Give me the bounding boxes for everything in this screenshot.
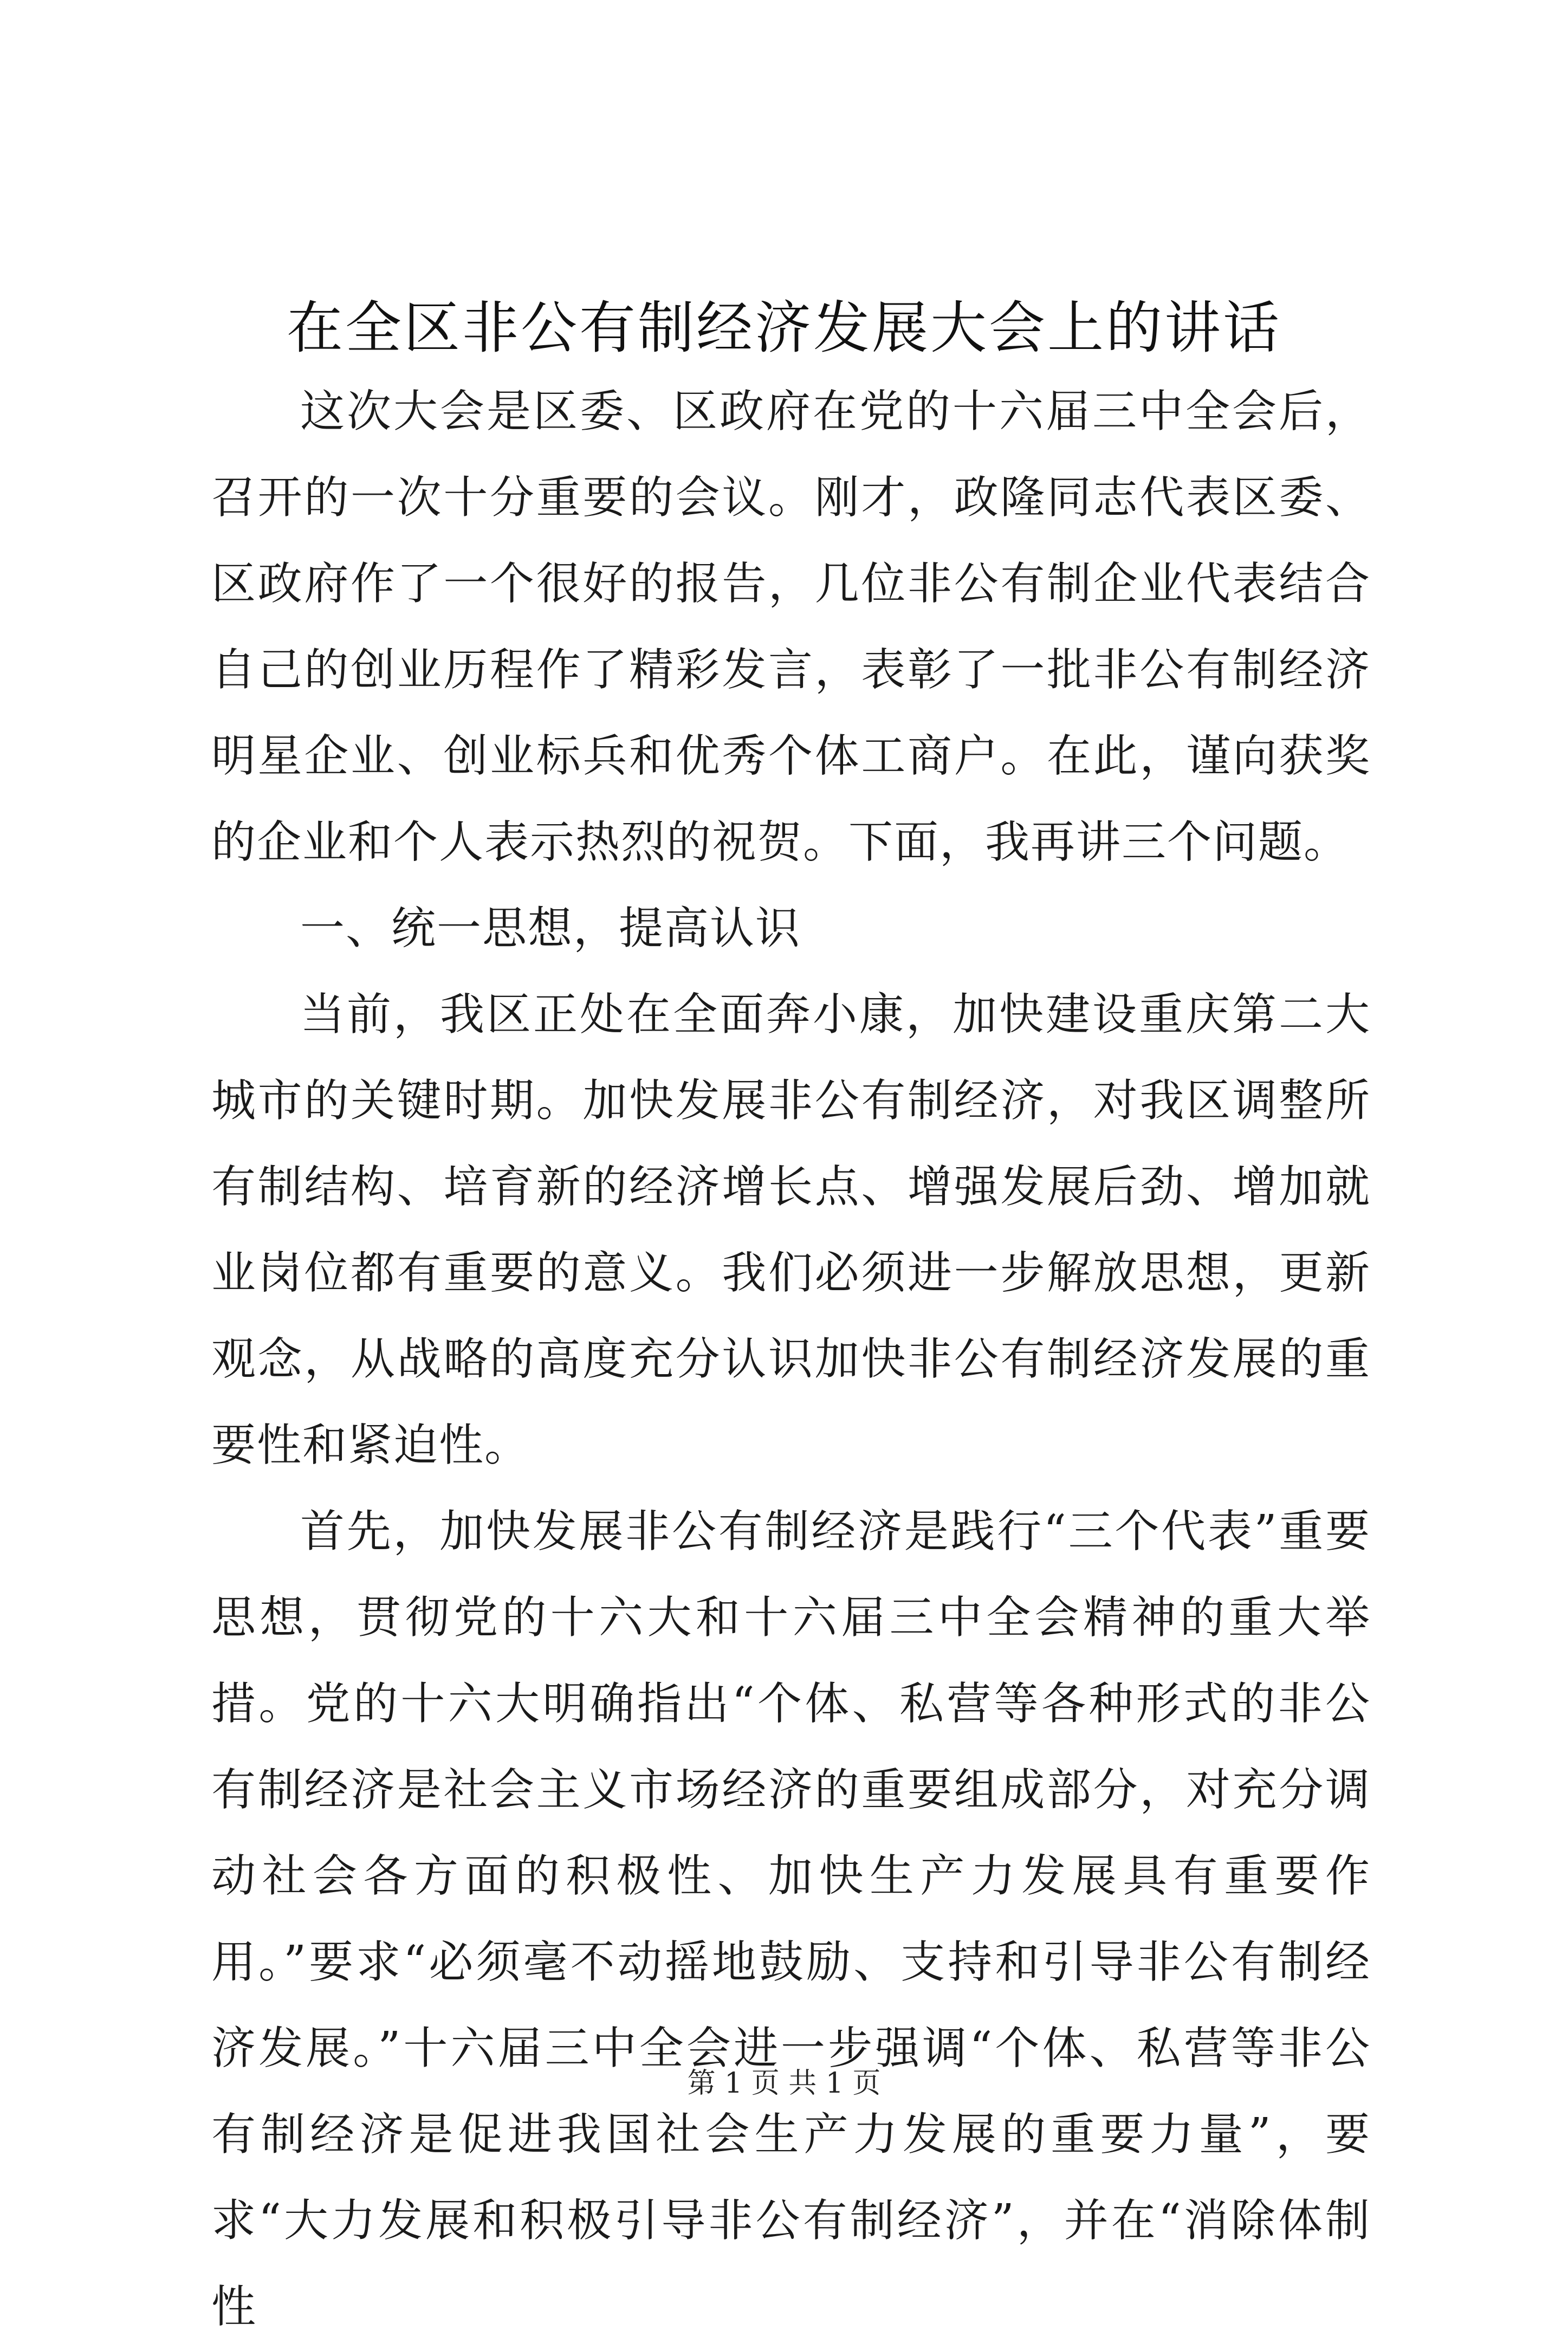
document-body (211, 368, 1371, 2350)
document-title: 在全区非公有制经济发展大会上的讲话 (286, 295, 1281, 361)
paragraph-first-point: 首先，加快发展非公有制经济是践行“三个代表”重要思想，贯彻党的十六大和十六届三中全会精神的重大举措。党的十六大明确指出“个体、私营等各种形式的非公有制经济是社会主义市场经济的重要组成部分，对充分调动社会各方面的积极性、加快生产力发展具有重要作用。”要求“必须毫不动摇地鼓励、支持和引导非公有制经济发展。”十六届三中全会进一步强调“个体、私营等非公有制经济是促进我国社会生产力发展的重要力量”，要求“大力发展和积极引导非公有制经济”，并在“消除体制性 (211, 1506, 1371, 2333)
page-number-footer: 第 1 页 共 1 页 (687, 2067, 881, 2100)
paragraph-intro: 这次大会是区委、区政府在党的十六届三中全会后，召开的一次十分重要的会议。刚才，政隆同志代表区委、区政府作了一个很好的报告，几位非公有制企业代表结合自己的创业历程作了精彩发言，表彰了一批非公有制经济明星企业、创业标兵和优秀个体工商户。在此，谨向获奖的企业和个人表示热烈的祝贺。下面，我再讲三个问题。 (211, 386, 1371, 868)
section-heading-1: 一、统一思想，提高认识 (300, 903, 801, 954)
paragraph-current-situation: 当前，我区正处在全面奔小康，加快建设重庆第二大城市的关键时期。加快发展非公有制经济，对我区调整所有制结构、培育新的经济增长点、增强发展后劲、增加就业岗位都有重要的意义。我们必须进一步解放思想，更新观念，从战略的高度充分认识加快非公有制经济发展的重要性和紧迫性。 (211, 989, 1371, 1471)
